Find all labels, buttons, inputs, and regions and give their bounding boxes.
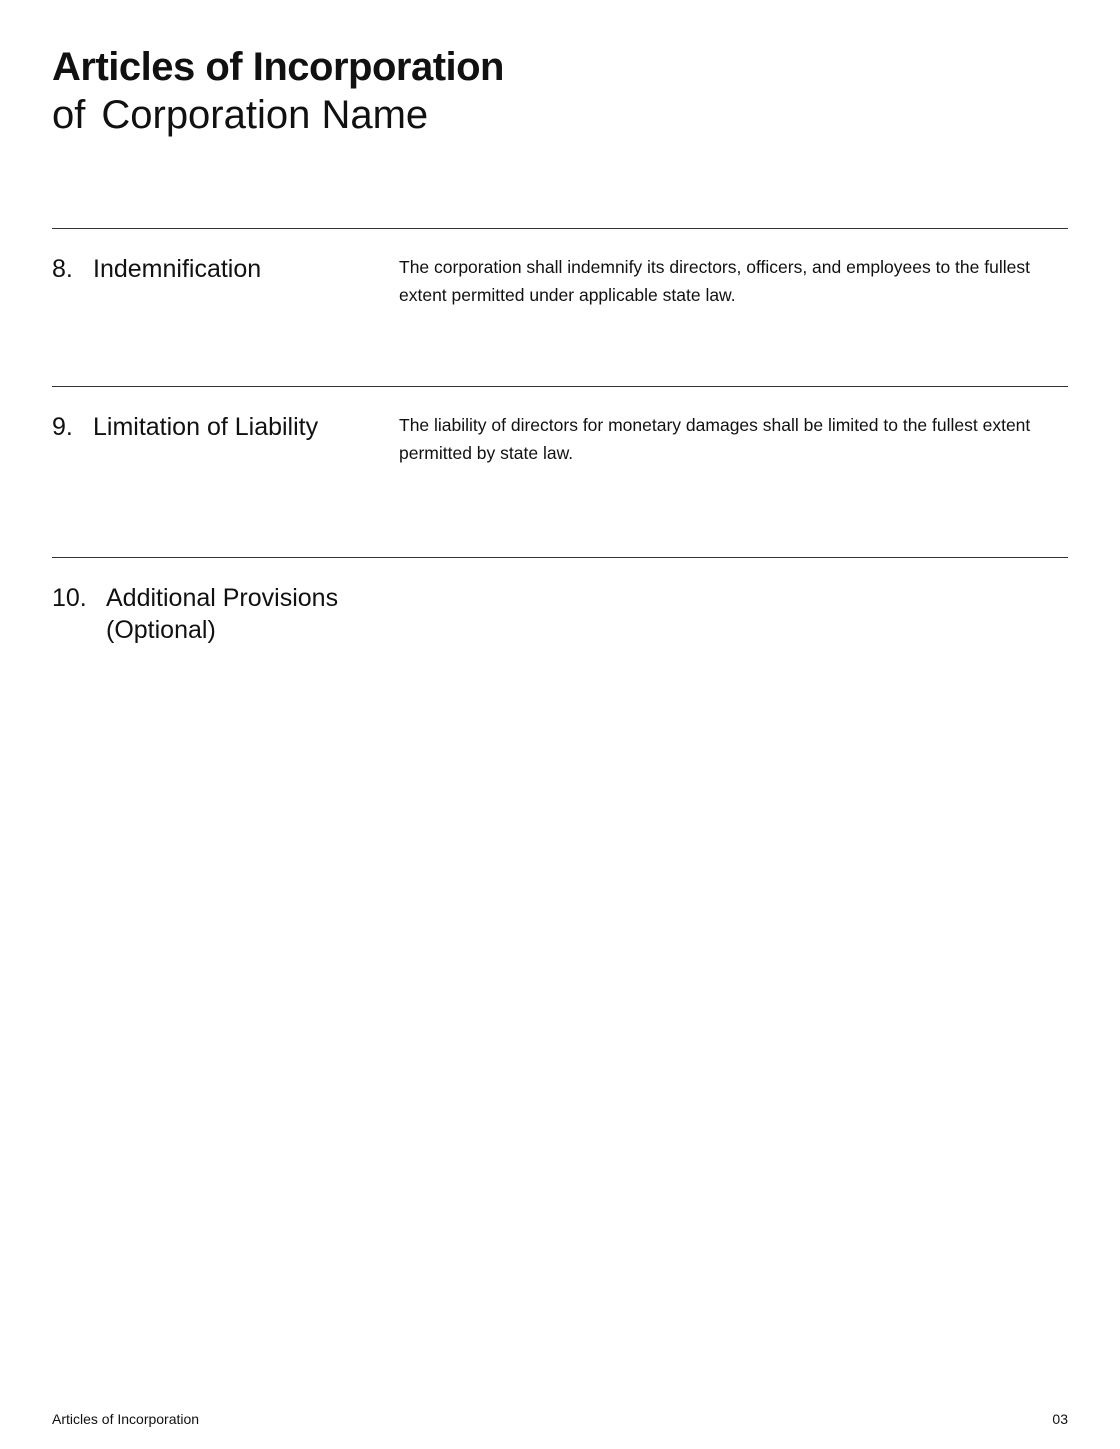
section-body: The liability of directors for monetary damages shall be limited to the fullest extent permitted by state law. — [399, 415, 1031, 463]
page-footer — [52, 1410, 1068, 1428]
section-heading — [52, 411, 318, 443]
section-title: Indemnification — [93, 255, 262, 283]
title-of-word: of — [52, 93, 86, 137]
section-number: 8. — [52, 255, 73, 283]
page-header — [52, 44, 504, 140]
corporation-name-line — [52, 90, 504, 140]
section-body: The corporation shall indemnify its directors, officers, and employees to the fullest extent permitted under applicable state law. — [399, 257, 1030, 305]
section-title: Additional Provisions (Optional) — [106, 584, 339, 644]
section-additional-provisions — [52, 557, 1068, 758]
footer-page-number: 03 — [1052, 1411, 1068, 1427]
section-title: Limitation of Liability — [93, 413, 319, 441]
section-indemnification — [52, 228, 1068, 387]
page-title: Articles of Incorporation — [52, 45, 504, 89]
section-heading — [52, 253, 261, 285]
section-limitation-of-liability — [52, 386, 1068, 558]
corporation-name-field[interactable]: Corporation Name — [101, 93, 429, 137]
section-number: 10. — [52, 584, 87, 612]
footer-document-name: Articles of Incorporation — [52, 1411, 200, 1427]
section-heading — [52, 582, 366, 646]
section-number: 9. — [52, 413, 73, 441]
